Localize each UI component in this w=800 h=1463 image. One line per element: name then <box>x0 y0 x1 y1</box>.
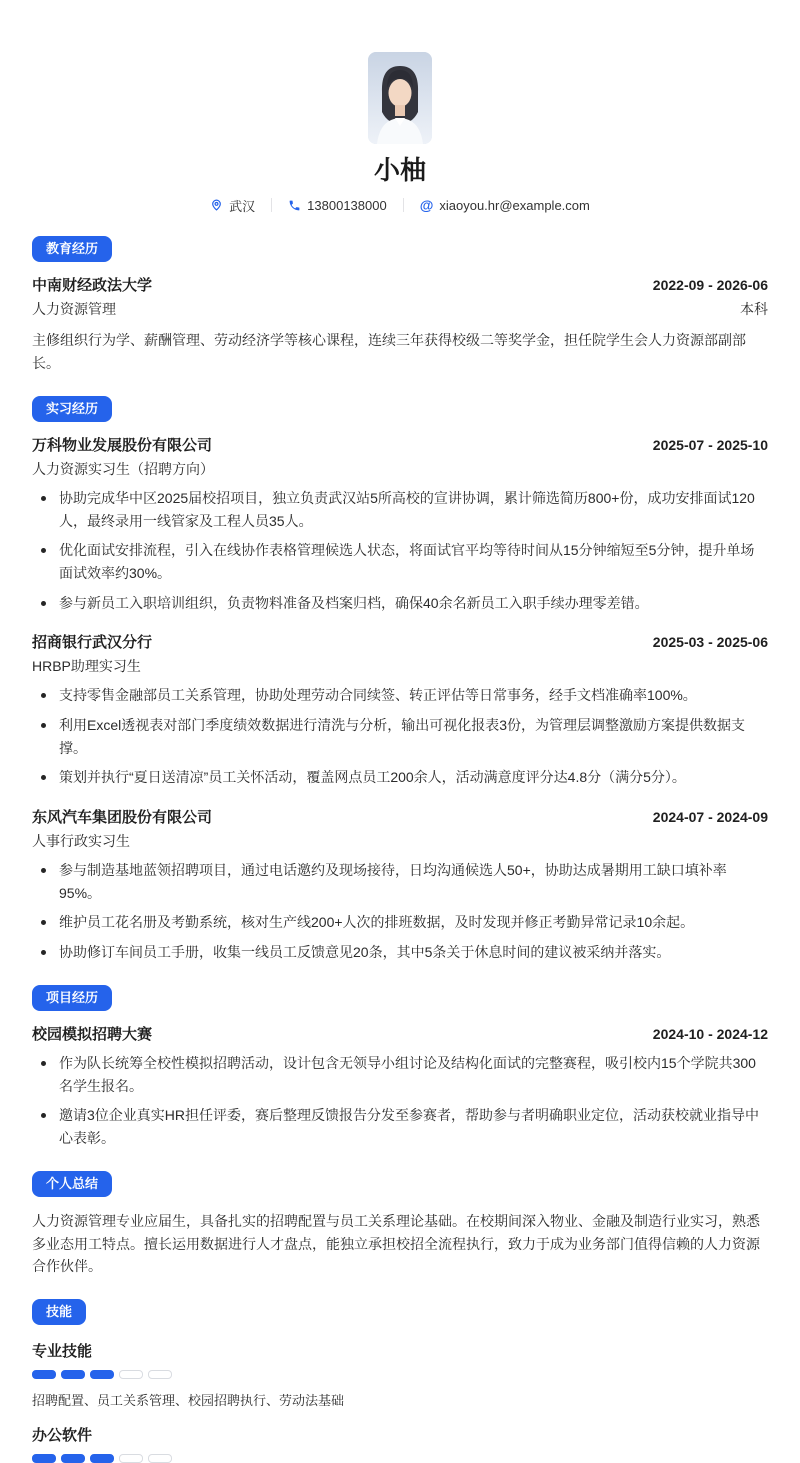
section-skills <box>32 1299 768 1463</box>
section-badge-internship: 实习经历 <box>32 396 112 422</box>
bullet-item: 支持零售金融部员工关系管理，协助处理劳动合同续签、转正评估等日常事务，经手文档准确率100%。 <box>32 684 768 707</box>
role-title: 人力资源实习生（招聘方向） <box>32 460 214 477</box>
bullet-item: 协助完成华中区2025届校招项目，独立负责武汉站5所高校的宣讲协调，累计筛选简历800+份，成功安排面试120人，最终录用一线管家及工程人员35人。 <box>32 487 768 532</box>
contact-location-text: 武汉 <box>229 198 256 214</box>
contact-divider <box>403 198 404 212</box>
candidate-name: 小柚 <box>373 155 426 185</box>
section-education <box>32 236 768 375</box>
skill-segment <box>61 1370 85 1379</box>
bullet-list <box>32 487 768 614</box>
bullet-item: 优化面试安排流程，引入在线协作表格管理候选人状态，将面试官平均等待时间从15分钟缩短至5分钟，提升单场面试效率约30%。 <box>32 539 768 584</box>
section-internship <box>32 396 768 964</box>
education-entry <box>32 274 768 374</box>
contact-location <box>210 196 255 215</box>
summary-text: 人力资源管理专业应届生，具备扎实的招聘配置与员工关系理论基础。在校期间深入物业、金融及制造行业实习，熟悉多业态用工特点。擅长运用数据进行人才盘点，能独立承担校招全流程执行，致力于成为业务部门值得信赖的人力资源合作伙伴。 <box>32 1212 760 1275</box>
entry-dates: 2024-07 - 2024-09 <box>652 808 768 825</box>
degree: 本科 <box>740 301 768 318</box>
major: 人力资源管理 <box>32 301 116 318</box>
company-name: 招商银行武汉分行 <box>32 634 153 652</box>
section-badge-skills: 技能 <box>32 1299 86 1325</box>
bullet-item: 参与新员工入职培训组织，负责物料准备及档案归档，确保40余名新员工入职手续办理零差错。 <box>32 592 768 615</box>
skill-segment <box>61 1454 85 1463</box>
contact-divider <box>271 198 272 212</box>
school-name: 中南财经政法大学 <box>32 277 153 295</box>
skill-name: 专业技能 <box>32 1343 93 1361</box>
skill-level-bar <box>32 1454 768 1463</box>
skill-segment <box>148 1454 172 1463</box>
skill-item <box>32 1424 768 1463</box>
bullet-item: 策划并执行“夏日送清凉”员工关怀活动，覆盖网点员工200余人，活动满意度评分达4.8分（满分5分）。 <box>32 766 768 789</box>
bullet-item: 协助修订车间员工手册，收集一线员工反馈意见20条，其中5条关于休息时间的建议被采纳并落实。 <box>32 941 768 964</box>
bullet-list <box>32 1052 768 1150</box>
contact-email <box>420 198 590 213</box>
bullet-item: 利用Excel透视表对部门季度绩效数据进行清洗与分析，输出可视化报表3份，为管理层调整激励方案提供数据支撑。 <box>32 714 768 759</box>
bullet-item: 维护员工花名册及考勤系统，核对生产线200+人次的排班数据，及时发现并修正考勤异常记录10余起。 <box>32 911 768 934</box>
contact-phone-text: 13800138000 <box>307 197 387 213</box>
internship-entry <box>32 806 768 964</box>
skill-name: 办公软件 <box>32 1427 93 1445</box>
section-badge-summary: 个人总结 <box>32 1171 112 1197</box>
entry-dates: 2025-03 - 2025-06 <box>652 634 768 651</box>
role-title: HRBP助理实习生 <box>32 658 141 675</box>
section-summary <box>32 1171 768 1278</box>
contact-phone <box>288 198 387 213</box>
section-projects <box>32 985 768 1150</box>
resume-header <box>32 0 768 215</box>
skill-detail: 招聘配置、员工关系管理、校园招聘执行、劳动法基础 <box>32 1393 345 1409</box>
project-dates: 2024-10 - 2024-12 <box>652 1025 768 1042</box>
entry-dates: 2025-07 - 2025-10 <box>652 436 768 453</box>
bullet-item: 邀请3位企业真实HR担任评委，赛后整理反馈报告分发至参赛者，帮助参与者明确职业定位，活动获校就业指导中心表彰。 <box>32 1104 768 1149</box>
bullet-list <box>32 684 768 789</box>
phone-icon <box>288 199 301 212</box>
section-badge-education: 教育经历 <box>32 236 112 262</box>
avatar <box>368 52 432 144</box>
contact-email-text: xiaoyou.hr@example.com <box>439 197 590 213</box>
skill-segment <box>32 1454 56 1463</box>
skill-level-bar <box>32 1370 768 1379</box>
skill-segment <box>90 1454 114 1463</box>
bullet-item: 参与制造基地蓝领招聘项目，通过电话邀约及现场接待，日均沟通候选人50+，协助达成暑期用工缺口填补率95%。 <box>32 859 768 904</box>
skill-segment <box>32 1370 56 1379</box>
company-name: 东风汽车集团股份有限公司 <box>32 808 213 826</box>
skill-segment <box>119 1454 143 1463</box>
project-name: 校园模拟招聘大赛 <box>32 1025 153 1043</box>
location-pin-icon <box>210 198 223 212</box>
skill-segment <box>119 1370 143 1379</box>
internship-entry <box>32 631 768 789</box>
internship-entry <box>32 434 768 614</box>
bullet-list <box>32 859 768 964</box>
bullet-item: 作为队长统筹全校性模拟招聘活动，设计包含无领导小组讨论及结构化面试的完整赛程，吸引校内15个学院共300名学生报名。 <box>32 1052 768 1097</box>
education-dates: 2022-09 - 2026-06 <box>652 277 768 294</box>
company-name: 万科物业发展股份有限公司 <box>32 436 213 454</box>
skill-segment <box>148 1370 172 1379</box>
education-description: 主修组织行为学、薪酬管理、劳动经济学等核心课程，连续三年获得校级二等奖学金，担任院学生会人力资源部副部长。 <box>32 332 746 371</box>
skill-segment <box>90 1370 114 1379</box>
at-icon: @ <box>419 197 434 214</box>
project-entry <box>32 1023 768 1150</box>
skill-item <box>32 1340 768 1409</box>
section-badge-projects: 项目经历 <box>32 985 112 1011</box>
contact-row <box>32 196 768 215</box>
role-title: 人事行政实习生 <box>32 832 130 849</box>
